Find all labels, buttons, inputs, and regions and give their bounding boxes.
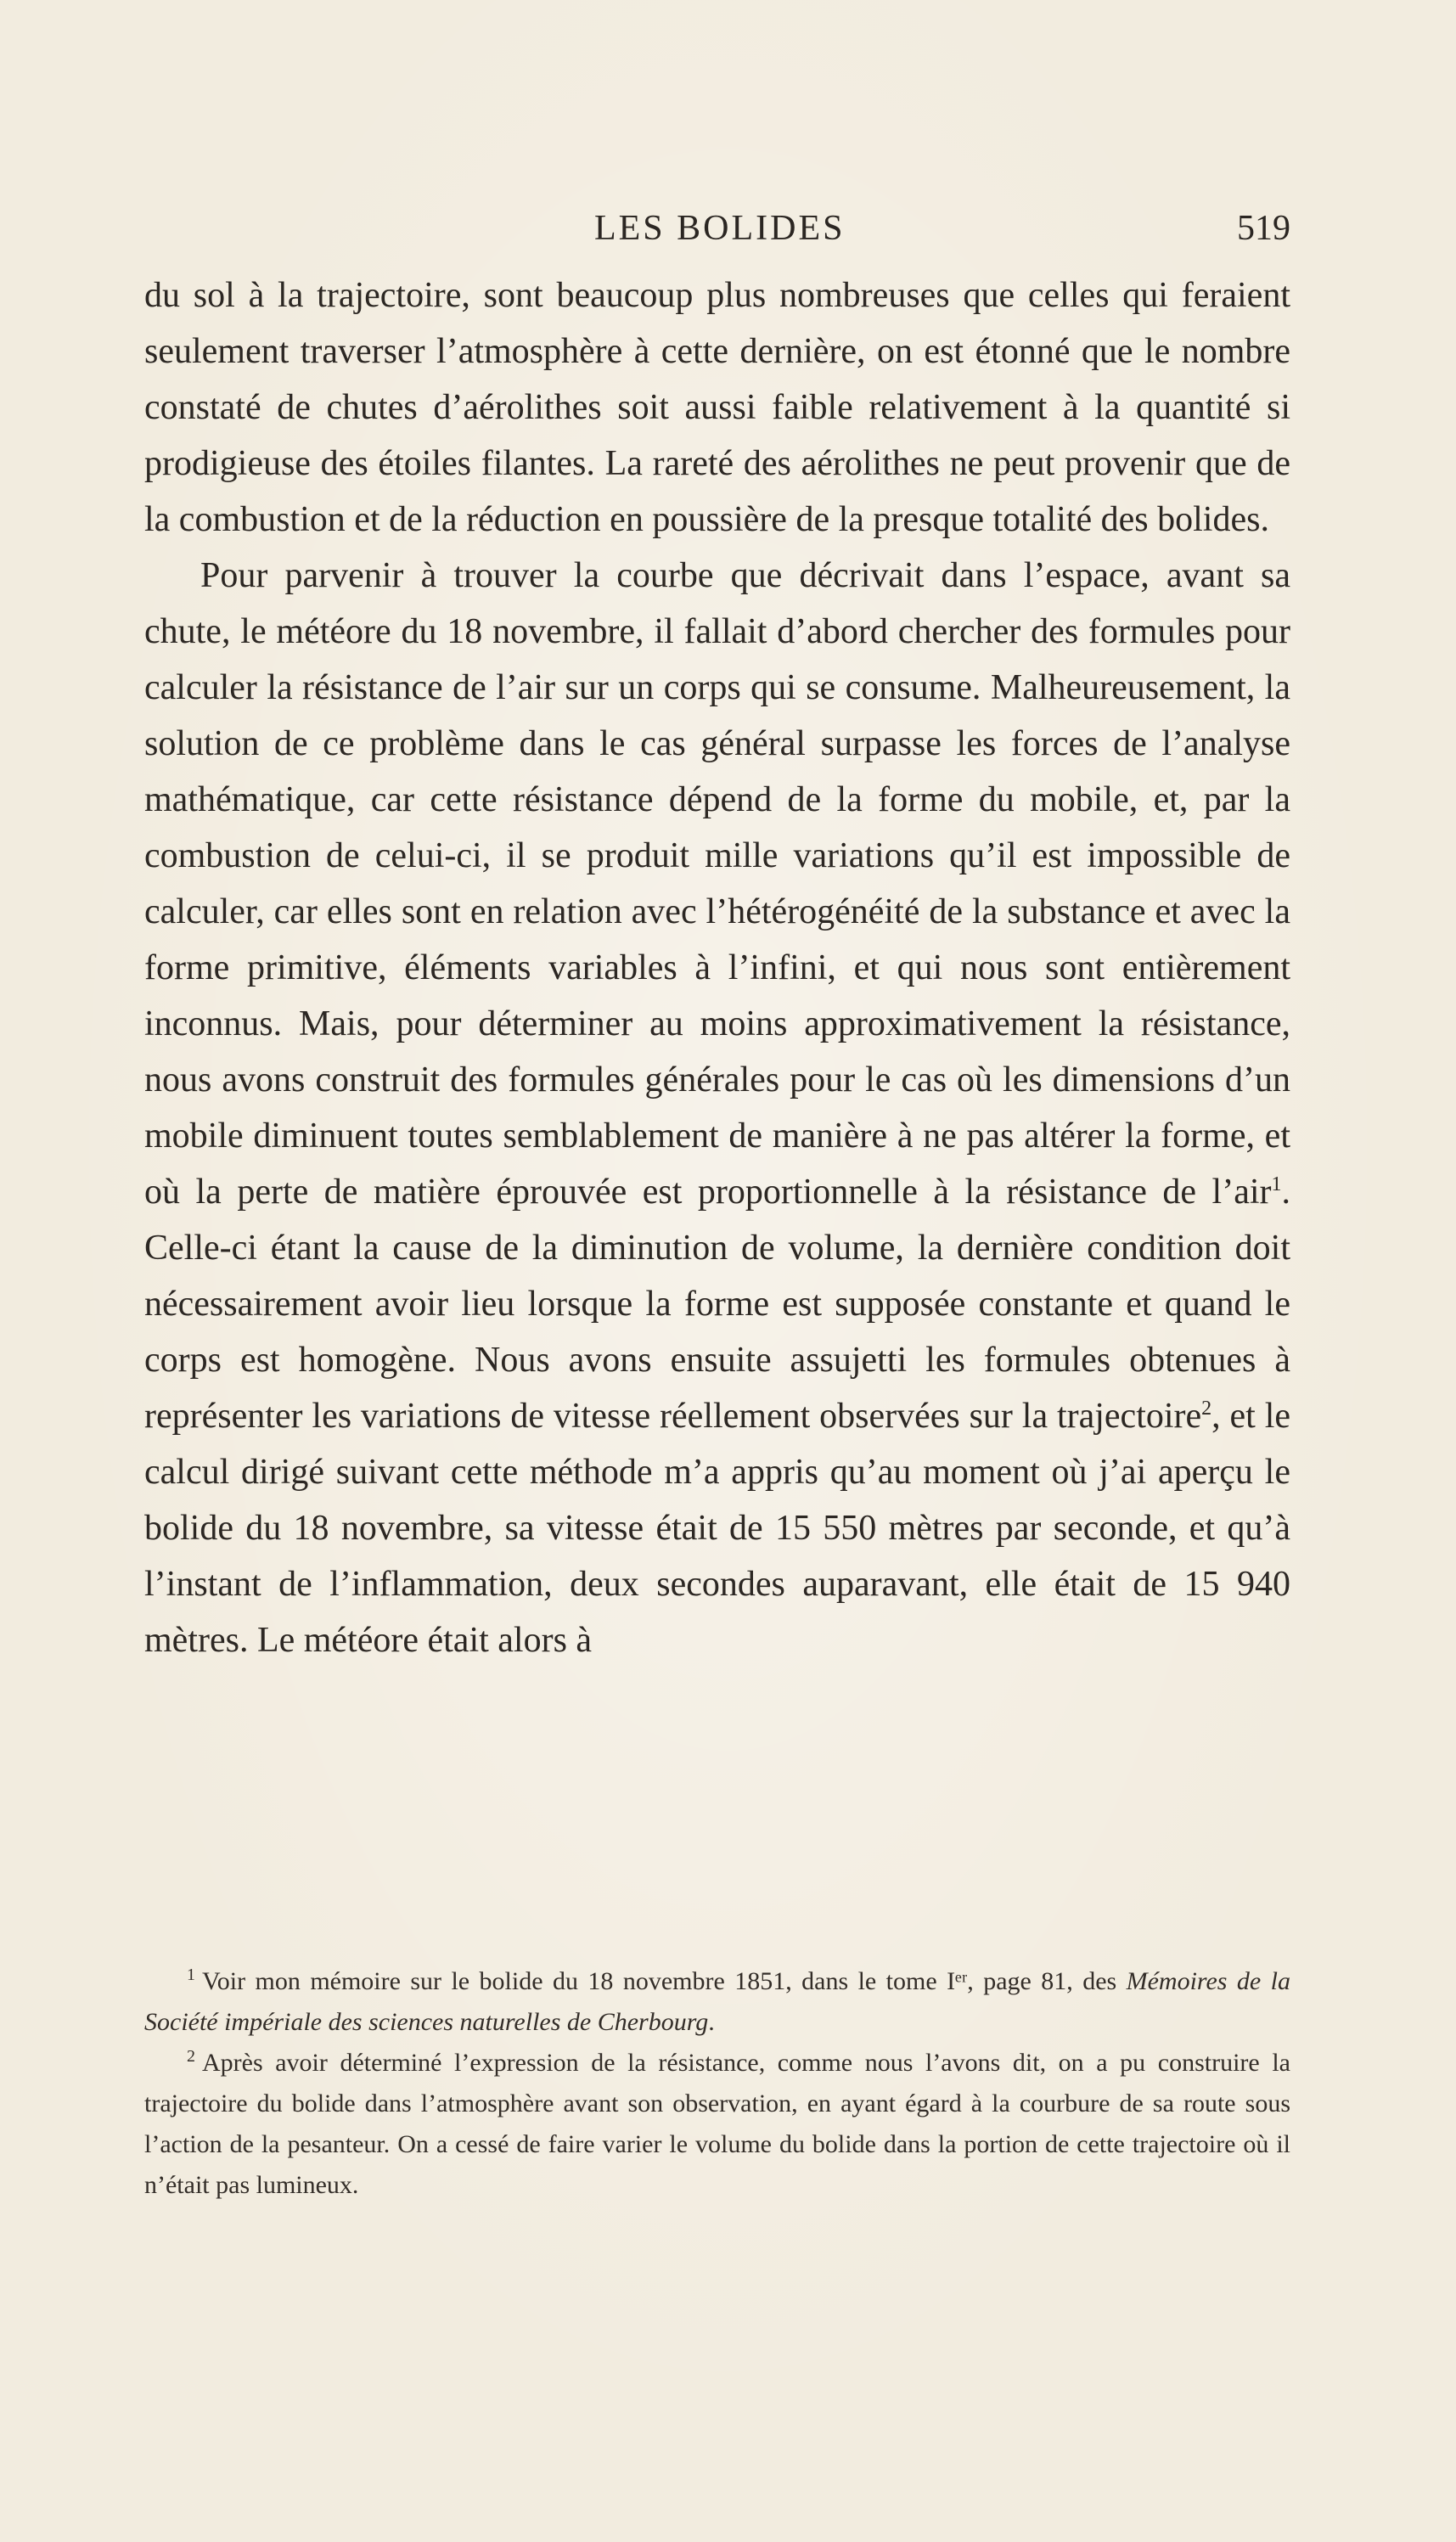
running-head: [144, 208, 1290, 259]
footnote-reference[interactable]: 1: [1271, 1173, 1282, 1195]
paragraph-continuation: du sol à la trajectoire, sont beaucoup plus nombreuses que celles qui feraient seulement traverser l’atmosphère à cette dernière, on est étonné que le nombre constaté de chutes d’aérolithes soit aussi faible relativement à la quantité si prodigieuse des étoiles filantes. La rareté des aérolithes ne peut provenir que de la combustion et de la réduction en poussière de la presque totalité des bolides.: [144, 276, 1290, 539]
footnote: [144, 2043, 1290, 2206]
footnote-text: Après avoir déterminé l’expression de la résistance, comme nous l’avons dit, on a pu construire la trajectoire du bolide dans l’atmosphère avant son observation, en ayant égard à la courbure de sa route sous l’action de la pesanteur. On a cessé de faire varier le volume du bolide dans la portion de cette trajectoire où il n’était pas lumineux.: [144, 2049, 1290, 2199]
footnote-text: Voir mon mémoire sur le bolide du 18 novembre 1851, dans le tome Iᵉʳ, page 81, des: [202, 1967, 1127, 1995]
paragraph-text-part: Pour parvenir à trouver la courbe que décrivait dans l’espace, avant sa chute, le météore du 18 novembre, il fallait d’abord chercher des formules pour calculer la résistance de l’air sur un corps qui se consume. Malheureusement, la solution de ce problème dans le cas général surpasse les forces de l’analyse mathématique, car cette résistance dépend de la forme du mobile, et, par la combustion de celui-ci, il se produit mille variations qu’il est impossible de calculer, car elles sont en relation avec l’hétérogénéité de la substance et avec la forme primitive, éléments variables à l’infini, et qui nous sont entièrement inconnus. Mais, pour déterminer au moins approximativement la résistance, nous avons construit des formules générales pour le cas où les dimensions d’un mobile diminuent toutes semblablement de manière à ne pas altérer la forme, et où la perte de matière éprouvée est proportionnelle à la résistance de l’air: [144, 556, 1290, 1212]
footnote-marker: 1: [187, 1966, 195, 1984]
body-text: [144, 267, 1290, 1668]
paragraph-trajectory: [144, 548, 1290, 1668]
footnote-text: .: [708, 2008, 715, 2036]
page-number: 519: [1237, 209, 1290, 248]
paragraph-text-part: , et le calcul dirigé suivant cette méthode m’a appris qu’au moment où j’ai aperçu le bolide du 18 novembre, sa vitesse était de 15 550 mètres par seconde, et qu’à l’instant de l’inflammation, deux secondes auparavant, elle était de 15 940 mètres. Le météore était alors à: [144, 1397, 1291, 1660]
paragraph-text-part: . Celle-ci étant la cause de la diminution de volume, la dernière condition doit nécessairement avoir lieu lorsque la forme est supposée constante et quand le corps est homogène. Nous avons ensuite assujetti les formules obtenues à représenter les variations de vitesse réellement observées sur la trajectoire: [144, 1173, 1290, 1436]
footnotes: [144, 1961, 1290, 2206]
footnote-reference[interactable]: 2: [1201, 1398, 1212, 1420]
footnote-title: Mémoires de la Société impériale des sciences naturelles de Cherbourg: [144, 1967, 1290, 2036]
running-title: LES BOLIDES: [594, 209, 846, 248]
footnote: [144, 1961, 1290, 2043]
footnote-marker: 2: [187, 2047, 195, 2066]
